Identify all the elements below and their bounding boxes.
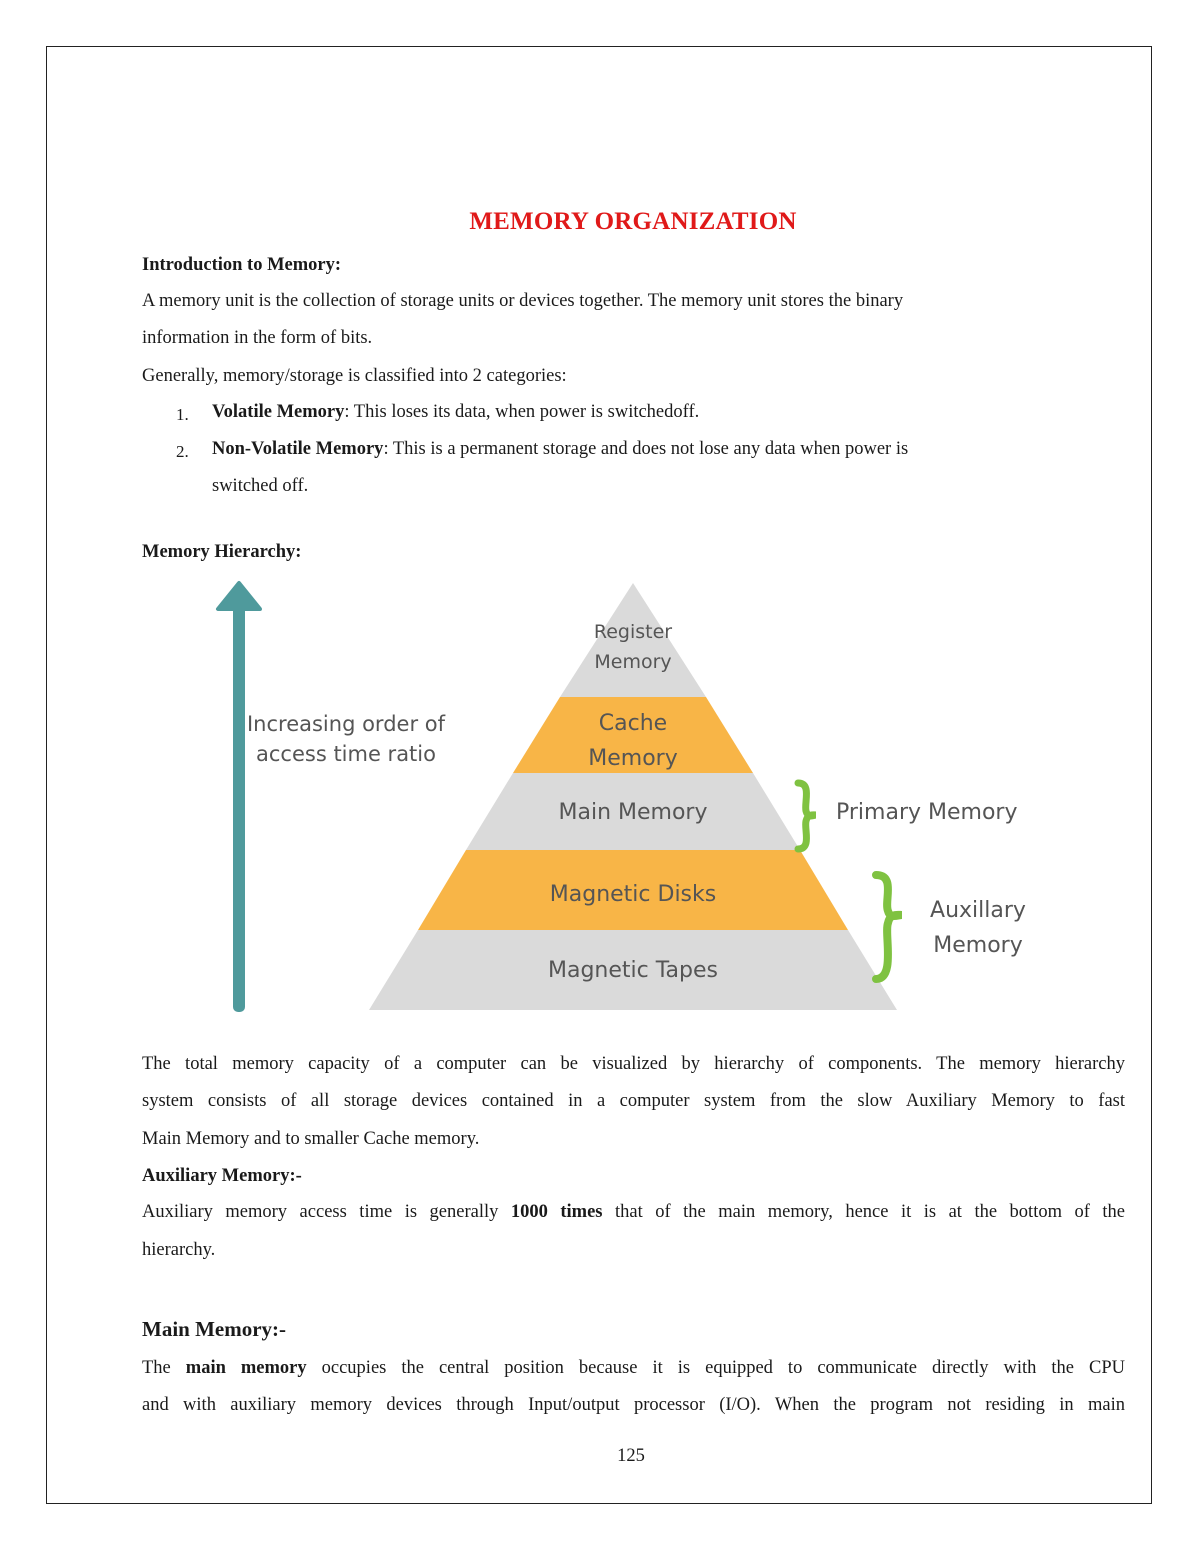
auxillary-label-2: Memory bbox=[933, 933, 1023, 958]
auxillary-label-1: Auxillary bbox=[930, 898, 1026, 923]
auxiliary-line-2: hierarchy. bbox=[142, 1240, 216, 1260]
auxillary-brace-icon bbox=[876, 875, 902, 979]
cache-label-1: Cache bbox=[598, 711, 668, 736]
cache-label-2: Memory bbox=[588, 746, 678, 771]
list-item-non-volatile bbox=[212, 440, 908, 459]
body-line-2: system consists of all storage devices contained in a computer system from the slow Auxiliary Memory to fast bbox=[142, 1091, 1125, 1111]
register-label-2: Memory bbox=[594, 651, 672, 673]
arrow-shaft bbox=[233, 597, 245, 1012]
register-label-1: Register bbox=[593, 621, 673, 643]
intro-line-1: A memory unit is the collection of storage units or devices together. The memory unit stores the binary bbox=[142, 291, 904, 311]
main-text-c: occupies the central position because it is equipped to communicate directly with the CPU bbox=[306, 1358, 1125, 1378]
auxiliary-heading: Auxiliary Memory:- bbox=[142, 1166, 302, 1186]
aux-text-a: Auxiliary memory access time is generally bbox=[142, 1202, 511, 1222]
page-title: MEMORY ORGANIZATION bbox=[469, 208, 797, 235]
magnetic-disks-label: Magnetic Disks bbox=[549, 882, 717, 907]
memory-hierarchy-diagram bbox=[200, 575, 1060, 1025]
aux-text-bold: 1000 times bbox=[510, 1202, 603, 1222]
auxiliary-line-1 bbox=[142, 1203, 1125, 1222]
arrow-head-icon bbox=[218, 583, 260, 609]
intro-line-2: information in the form of bits. bbox=[142, 328, 373, 348]
arrow-label-2: access time ratio bbox=[256, 742, 436, 766]
main-memory-label: Main Memory bbox=[558, 800, 708, 825]
intro-heading: Introduction to Memory: bbox=[142, 255, 342, 275]
body-line-3: Main Memory and to smaller Cache memory. bbox=[142, 1129, 480, 1149]
list-text: : This is a permanent storage and does not lose any data when power is bbox=[383, 439, 909, 459]
hierarchy-heading: Memory Hierarchy: bbox=[142, 542, 302, 562]
list-number-1: 1. bbox=[176, 405, 189, 424]
list-text: : This loses its data, when power is switchedoff. bbox=[344, 402, 700, 422]
main-memory-line-1 bbox=[142, 1359, 1125, 1378]
list-term: Non-Volatile Memory bbox=[212, 439, 384, 459]
main-text-bold: main memory bbox=[185, 1358, 307, 1378]
body-line-1: The total memory capacity of a computer can be visualized by hierarchy of components. The memory hierarchy bbox=[142, 1054, 1125, 1074]
page-number: 125 bbox=[617, 1446, 645, 1466]
list-item-volatile bbox=[212, 403, 699, 422]
list-item-continuation: switched off. bbox=[212, 476, 309, 496]
intro-line-3: Generally, memory/storage is classified into 2 categories: bbox=[142, 366, 567, 386]
list-term: Volatile Memory bbox=[212, 402, 345, 422]
arrow-label-1: Increasing order of bbox=[246, 712, 446, 736]
magnetic-tapes-label: Magnetic Tapes bbox=[548, 958, 718, 983]
list-number-2: 2. bbox=[176, 442, 189, 461]
main-memory-heading: Main Memory:- bbox=[142, 1317, 287, 1341]
aux-text-c: that of the main memory, hence it is at the bottom of the bbox=[602, 1202, 1125, 1222]
primary-brace-icon bbox=[798, 783, 816, 849]
primary-memory-label: Primary Memory bbox=[836, 800, 1018, 825]
main-memory-line-2: and with auxiliary memory devices through Input/output processor (I/O). When the program not residing in main bbox=[142, 1395, 1125, 1415]
main-text-a: The bbox=[142, 1358, 186, 1378]
